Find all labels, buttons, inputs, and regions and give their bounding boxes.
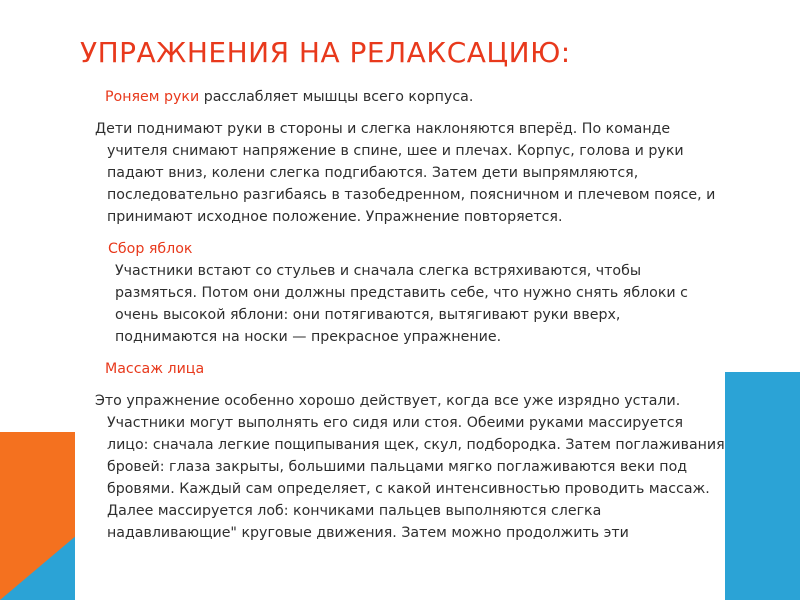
exercise-2-name: Сбор яблок xyxy=(108,241,193,257)
exercise-2-block xyxy=(105,238,725,348)
exercise-3-name: Массаж лица xyxy=(105,361,205,377)
exercise-1-body: Дети поднимают руки в стороны и слегка наклоняются вперёд. По команде учителя снимают напряжение в спине, шее и плечах. Корпус, голова и руки падают вниз, колени слегка подгибаются. Затем дети выпрямляются, последовательно разгибаясь в тазобедренном, поясничном и плечевом поясе, и принимают исходное положение. Упражнение повторяется. xyxy=(95,121,716,225)
exercise-1-intro xyxy=(105,86,725,108)
exercise-3-body: Это упражнение особенно хорошо действует, когда все уже изрядно устали. Участники могут выполнять его сидя или стоя. Обеими руками массируется лицо: сначала легкие пощипывания щек, скул, подбородка. Затем поглаживания бровей: глаза закрыты, большими пальцами мягко поглаживаются веки под бровями. Каждый сам определяет, с какой интенсивностью проводить массаж. Далее массируется лоб: кончиками пальцев выполняются слегка надавливающие" круговые движения. Затем можно продолжить эти xyxy=(95,393,725,541)
slide-title: УПРАЖНЕНИЯ НА РЕЛАКСАЦИЮ: xyxy=(80,36,571,69)
exercise-2-body: Участники встают со стульев и сначала слегка встряхиваются, чтобы размяться. Потом они должны представить себе, что нужно снять яблоки с очень высокой яблони: они потягиваются, вытягивают руки вверх, поднимаются на носки — прекрасное упражнение. xyxy=(115,263,688,345)
exercise-1-name: Роняем руки xyxy=(105,89,200,105)
slide-body xyxy=(95,86,725,552)
exercise-3-heading xyxy=(105,358,725,380)
exercise-1-intro-text: расслабляет мышцы всего корпуса. xyxy=(199,89,474,105)
